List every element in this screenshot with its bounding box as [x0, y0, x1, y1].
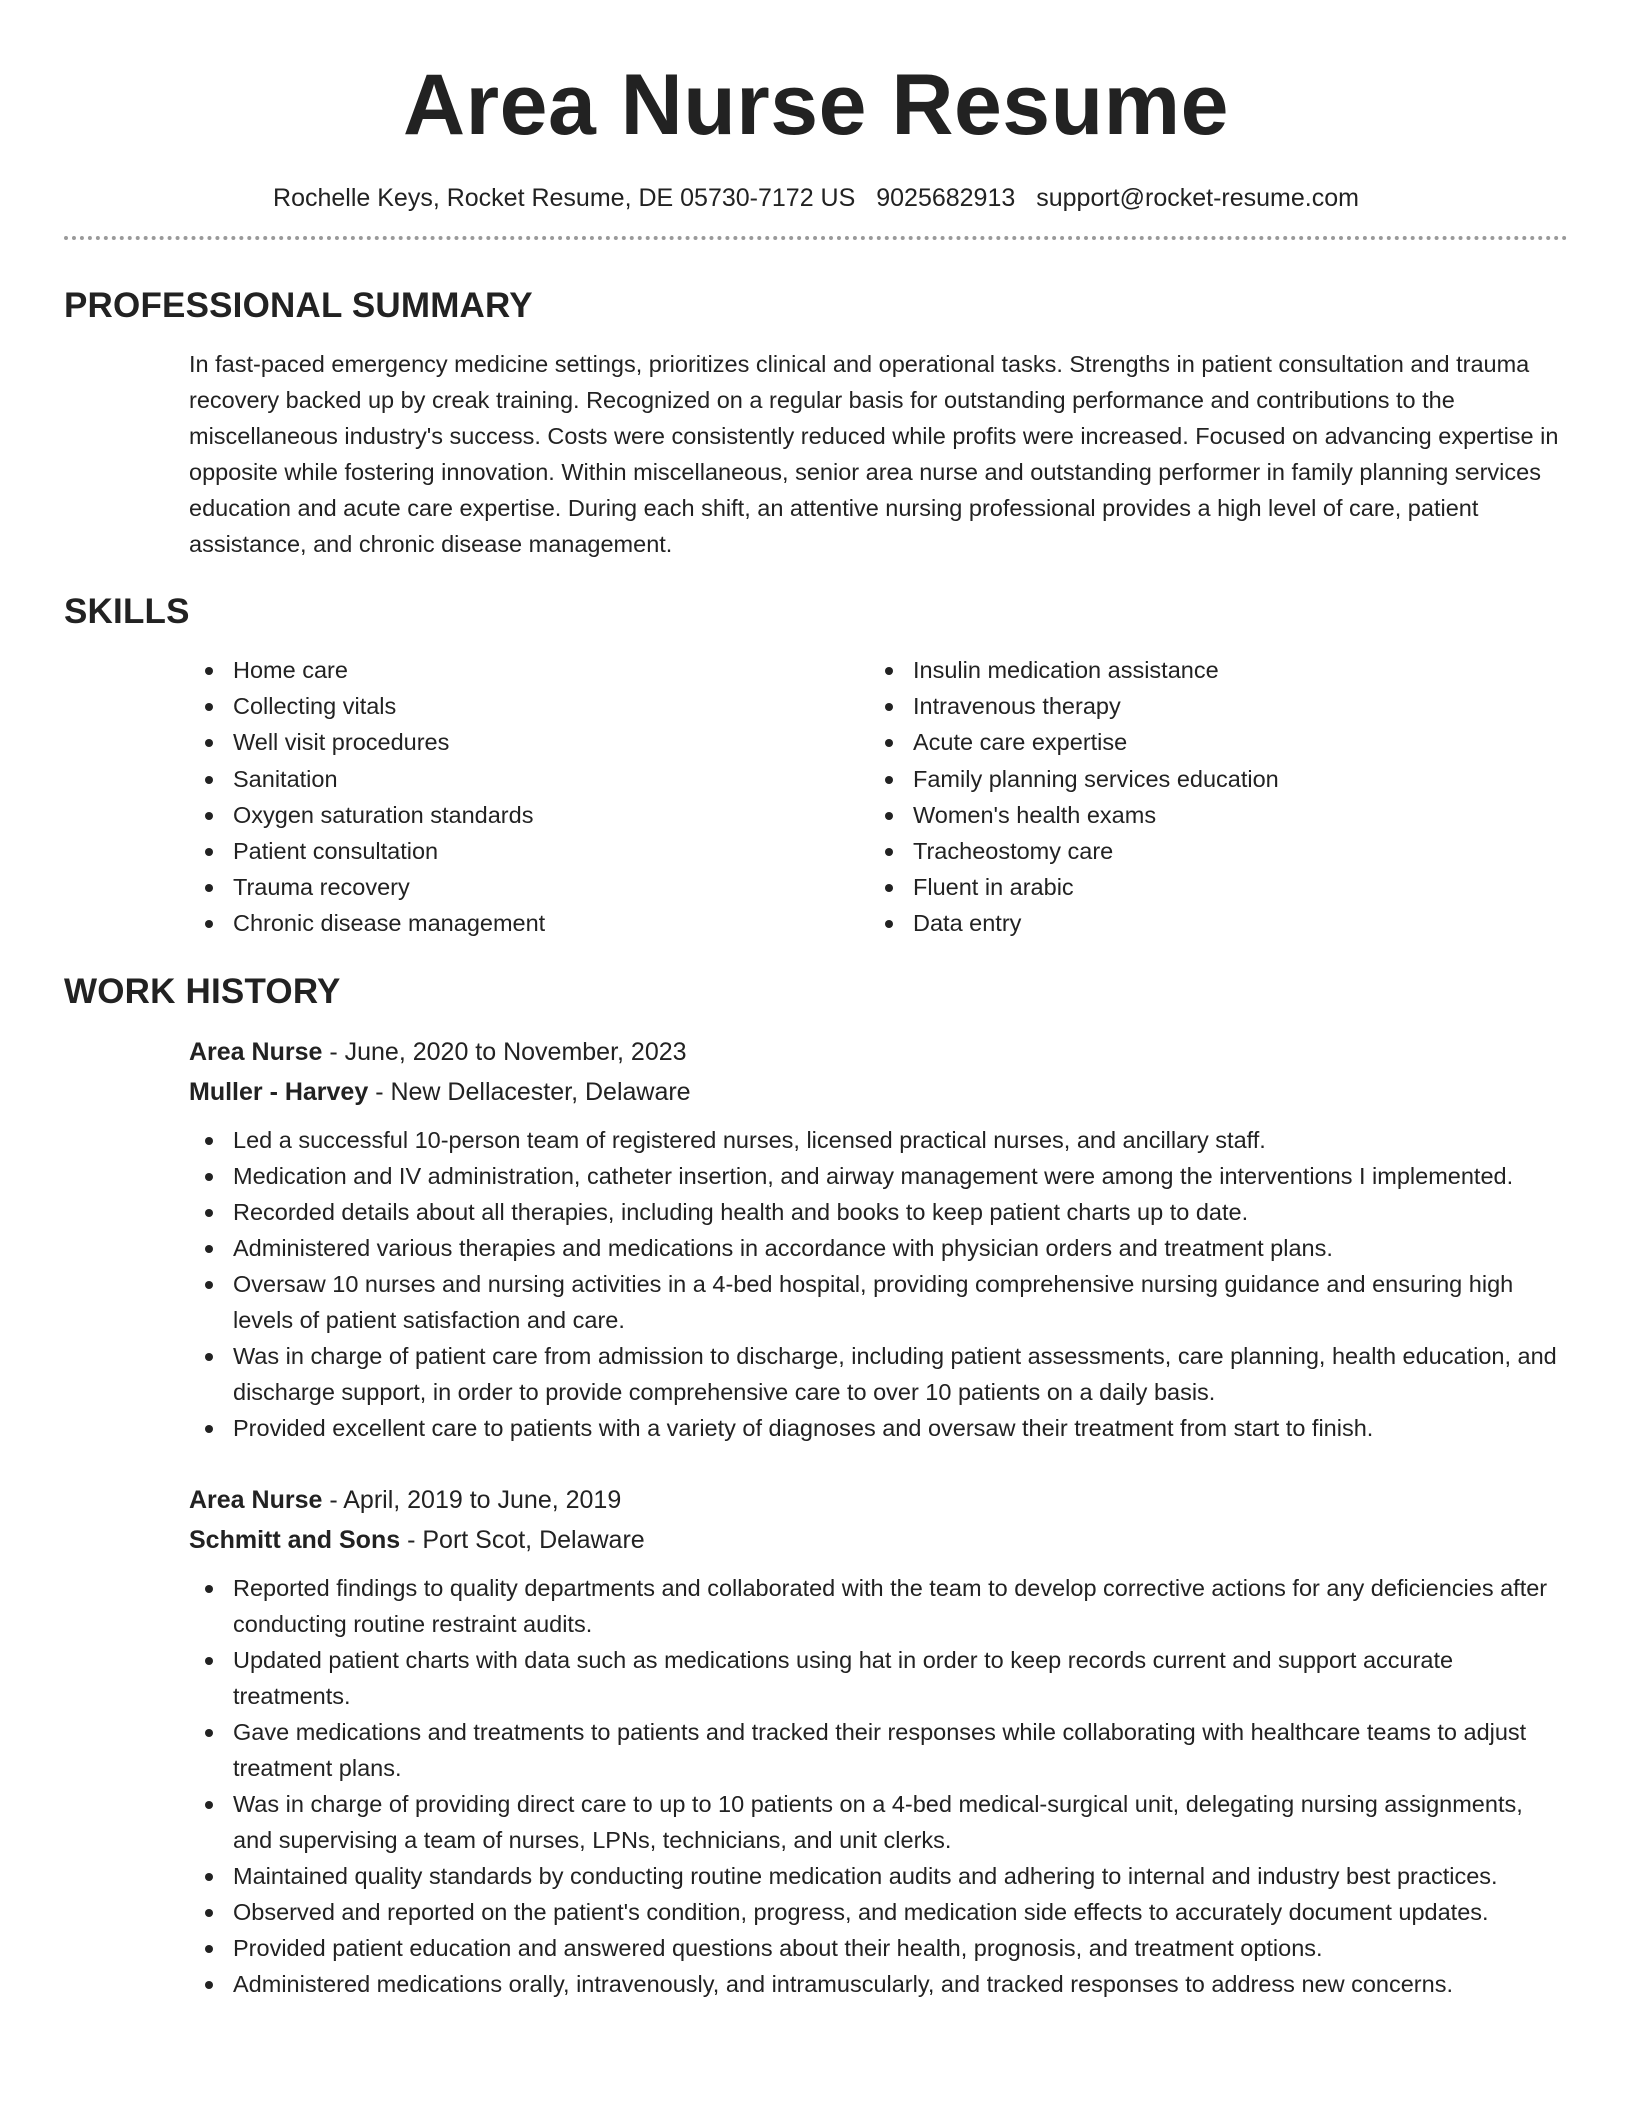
skill-item: Oxygen saturation standards — [189, 797, 869, 833]
job-location: New Dellacester, Delaware — [390, 1077, 691, 1106]
job-duty: Was in charge of providing direct care to up to 10 patients on a 4-bed medical-surgical unit, delegating nursing assignments, and supervising a team of nurses, LPNs, technicians, and unit clerks. — [189, 1786, 1568, 1858]
skill-item: Family planning services education — [869, 761, 1549, 797]
job-entry — [189, 1480, 1568, 2002]
job-company-line: Schmitt and Sons - Port Scot, Delaware — [189, 1525, 645, 1554]
job-duty: Maintained quality standards by conducting routine medication audits and adhering to internal and industry best practices. — [189, 1858, 1568, 1894]
job-duty: Updated patient charts with data such as medications using hat in order to keep records current and support accurate treatments. — [189, 1642, 1568, 1714]
job-title-line: Area Nurse - June, 2020 to November, 2023 — [189, 1037, 687, 1066]
resume-title: Area Nurse Resume — [403, 57, 1229, 153]
job-duties-list — [189, 1122, 1568, 1446]
job-entry — [189, 1032, 1568, 1446]
contact-address: Rochelle Keys, Rocket Resume, DE 05730-7172 US — [273, 184, 856, 212]
skills-right-list — [869, 652, 1549, 942]
job-duty: Observed and reported on the patient's condition, progress, and medication side effects to accurately document updates. — [189, 1894, 1568, 1930]
job-duty: Administered various therapies and medications in accordance with physician orders and treatment plans. — [189, 1230, 1568, 1266]
job-company-line: Muller - Harvey - New Dellacester, Delaware — [189, 1077, 691, 1106]
skill-item: Data entry — [869, 905, 1549, 941]
job-dates: April, 2019 to June, 2019 — [343, 1485, 622, 1514]
job-title: Area Nurse — [189, 1037, 323, 1066]
contact-email: support@rocket-resume.com — [1036, 184, 1359, 212]
skill-item: Tracheostomy care — [869, 833, 1549, 869]
job-duty: Medication and IV administration, catheter insertion, and airway management were among the interventions I implemented. — [189, 1158, 1568, 1194]
summary-section — [64, 286, 1568, 562]
job-duty: Provided excellent care to patients with a variety of diagnoses and oversaw their treatment from start to finish. — [189, 1410, 1568, 1446]
contact-phone: 9025682913 — [876, 184, 1016, 212]
job-company: Schmitt and Sons — [189, 1525, 401, 1554]
skill-item: Well visit procedures — [189, 724, 869, 760]
job-company: Muller - Harvey — [189, 1077, 369, 1106]
resume-page — [64, 0, 1568, 2002]
job-dates: June, 2020 to November, 2023 — [344, 1037, 687, 1066]
job-duty: Was in charge of patient care from admission to discharge, including patient assessments, care planning, health education, and discharge support, in order to provide comprehensive care to over 10 patients on a daily basis. — [189, 1338, 1568, 1410]
skill-item: Home care — [189, 652, 869, 688]
summary-text: In fast-paced emergency medicine settings, prioritizes clinical and operational tasks. Strengths in patient consultation and trauma recovery backed up by creak training. Recognized on a regular basis for outstanding performance and contributions to the miscellaneous industry's success. Costs were consistently reduced while profits were increased. Focused on advancing expertise in opposite while fostering innovation. Within miscellaneous, senior area nurse and outstanding performer in family planning services education and acute care expertise. During each shift, an attentive nursing professional provides a high level of care, patient assistance, and chronic disease management. — [189, 351, 1559, 557]
skill-item: Women's health exams — [869, 797, 1549, 833]
skill-item: Fluent in arabic — [869, 869, 1549, 905]
job-title-line: Area Nurse - April, 2019 to June, 2019 — [189, 1485, 622, 1514]
skill-item: Collecting vitals — [189, 688, 869, 724]
job-duty: Led a successful 10-person team of registered nurses, licensed practical nurses, and ancillary staff. — [189, 1122, 1568, 1158]
skill-item: Chronic disease management — [189, 905, 869, 941]
skills-heading: SKILLS — [64, 592, 190, 631]
job-duty: Gave medications and treatments to patients and tracked their responses while collaborating with healthcare teams to adjust treatment plans. — [189, 1714, 1568, 1786]
summary-heading: PROFESSIONAL SUMMARY — [64, 286, 533, 325]
skills-section — [64, 592, 1568, 942]
job-duties-list — [189, 1570, 1568, 2002]
header-divider — [64, 236, 1568, 240]
job-duty: Oversaw 10 nurses and nursing activities in a 4-bed hospital, providing comprehensive nursing guidance and ensuring high levels of patient satisfaction and care. — [189, 1266, 1568, 1338]
skills-grid — [189, 652, 1568, 942]
skills-left-list — [189, 652, 869, 942]
skill-item: Sanitation — [189, 761, 869, 797]
job-title: Area Nurse — [189, 1485, 323, 1514]
skill-item: Trauma recovery — [189, 869, 869, 905]
skill-item: Acute care expertise — [869, 724, 1549, 760]
job-location: Port Scot, Delaware — [422, 1525, 645, 1554]
skill-item: Intravenous therapy — [869, 688, 1549, 724]
job-duty: Reported findings to quality departments and collaborated with the team to develop corrective actions for any deficiencies after conducting routine restraint audits. — [189, 1570, 1568, 1642]
skill-item: Insulin medication assistance — [869, 652, 1549, 688]
work-history-section — [64, 972, 1568, 2002]
skill-item: Patient consultation — [189, 833, 869, 869]
job-duty: Recorded details about all therapies, including health and books to keep patient charts up to date. — [189, 1194, 1568, 1230]
contact-line — [64, 182, 1568, 214]
job-duty: Provided patient education and answered questions about their health, prognosis, and treatment options. — [189, 1930, 1568, 1966]
work-history-heading: WORK HISTORY — [64, 971, 341, 1011]
job-duty: Administered medications orally, intravenously, and intramuscularly, and tracked responses to address new concerns. — [189, 1966, 1568, 2002]
